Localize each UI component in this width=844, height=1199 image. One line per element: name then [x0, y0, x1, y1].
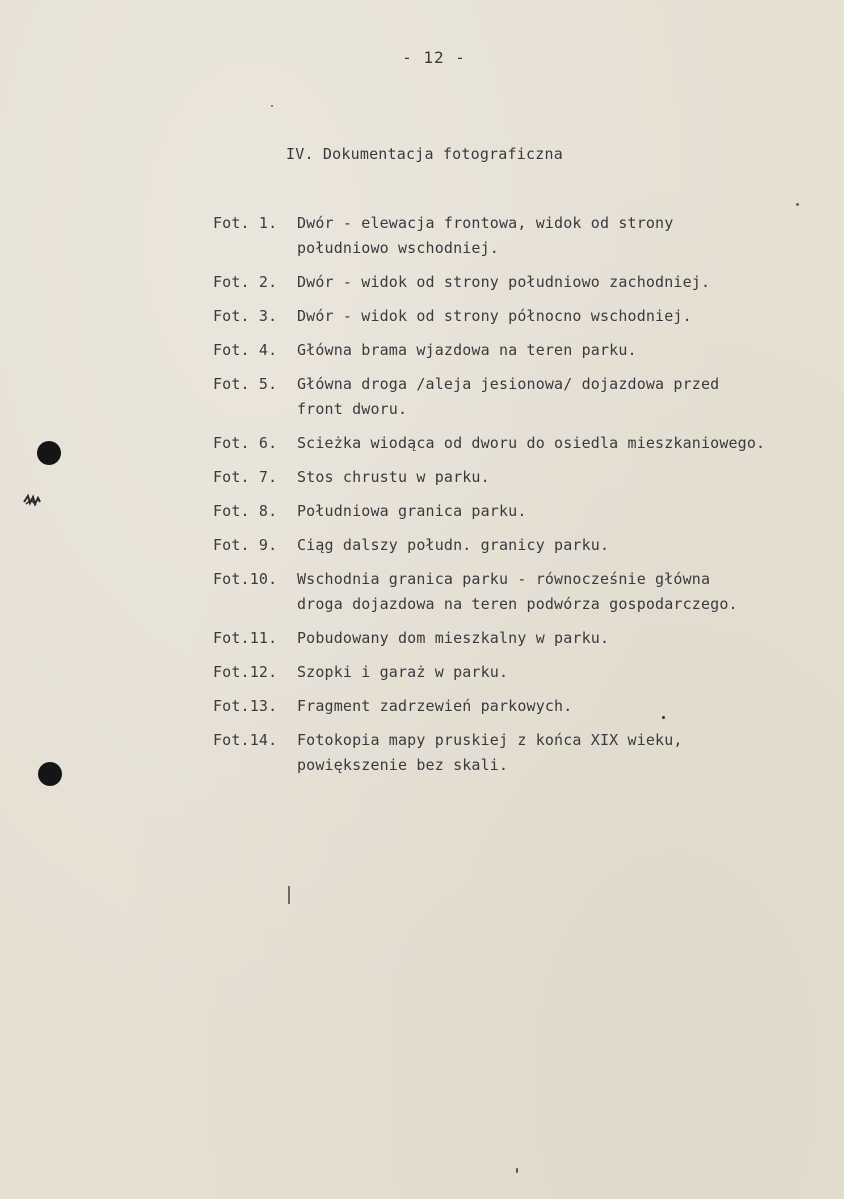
photo-label: Fot. 4. [213, 341, 278, 359]
photo-description [297, 270, 844, 295]
photo-description-line: Pobudowany dom mieszkalny w parku. [297, 629, 610, 647]
photo-label: Fot. 6. [213, 434, 278, 452]
photo-label: Fot.11. [213, 629, 278, 647]
binder-hole [37, 441, 61, 465]
photo-label: Fot.14. [213, 731, 278, 749]
photo-description-line: Stos chrustu w parku. [297, 468, 490, 486]
list-item [213, 533, 844, 558]
photo-description-line: Główna droga /aleja jesionowa/ dojazdowa przed [297, 375, 720, 393]
list-item [213, 499, 844, 524]
photo-description-line: Dwór - elewacja frontowa, widok od strony [297, 214, 674, 232]
photo-label: Fot. 2. [213, 273, 278, 291]
photo-label: Fot.12. [213, 663, 278, 681]
photo-label: Fot.13. [213, 697, 278, 715]
photo-description-line: Dwór - widok od strony południowo zachodniej. [297, 273, 711, 291]
photo-label: Fot. 1. [213, 214, 278, 232]
photo-description-line: Fragment zadrzewień parkowych. [297, 697, 573, 715]
photo-description-line: południowo wschodniej. [297, 239, 499, 257]
list-item [213, 728, 844, 778]
list-item [213, 372, 844, 422]
photo-label: Fot. 9. [213, 536, 278, 554]
photo-documentation-list [213, 211, 844, 787]
photo-label: Fot. 5. [213, 375, 278, 393]
photo-description [297, 465, 844, 490]
paper-speck [662, 716, 665, 719]
photo-description [297, 211, 844, 261]
list-item [213, 626, 844, 651]
photo-label: Fot. 8. [213, 502, 278, 520]
list-item [213, 660, 844, 685]
photo-description [297, 660, 844, 685]
photo-description [297, 728, 844, 778]
photo-label: Fot. 3. [213, 307, 278, 325]
list-item [213, 465, 844, 490]
photo-description-line: Dwór - widok od strony północno wschodniej. [297, 307, 692, 325]
list-item [213, 270, 844, 295]
binder-hole [38, 762, 62, 786]
photo-description-line: Główna brama wjazdowa na teren parku. [297, 341, 637, 359]
photo-label: Fot. 7. [213, 468, 278, 486]
photo-description-line: Scieżka wiodąca od dworu do osiedla mieszkaniowego. [297, 434, 766, 452]
photo-description-line: Ciąg dalszy połudn. granicy parku. [297, 536, 610, 554]
photo-description [297, 567, 844, 617]
photo-description [297, 626, 844, 651]
photo-description [297, 431, 844, 456]
list-item [213, 338, 844, 363]
photo-description [297, 338, 844, 363]
photo-label: Fot.10. [213, 570, 278, 588]
photo-description-line: Fotokopia mapy pruskiej z końca XIX wieku, [297, 731, 683, 749]
ink-smudge [22, 492, 42, 508]
pencil-stroke [288, 886, 290, 904]
list-item [213, 431, 844, 456]
photo-description-line: Południowa granica parku. [297, 502, 527, 520]
photo-description [297, 372, 844, 422]
photo-description-line: powiększenie bez skali. [297, 756, 509, 774]
paper-speck [271, 105, 273, 107]
photo-description-line: Wschodnia granica parku - równocześnie główna [297, 570, 711, 588]
list-item [213, 211, 844, 261]
section-title: IV. Dokumentacja fotograficzna [286, 145, 563, 163]
list-item [213, 567, 844, 617]
photo-description [297, 533, 844, 558]
paper-speck [796, 203, 799, 206]
page-number: - 12 - [402, 48, 466, 67]
photo-description [297, 499, 844, 524]
photo-description-line: droga dojazdowa na teren podwórza gospodarczego. [297, 595, 738, 613]
paper-speck [516, 1168, 518, 1173]
photo-description-line: Szopki i garaż w parku. [297, 663, 509, 681]
photo-description [297, 304, 844, 329]
list-item [213, 304, 844, 329]
photo-description [297, 694, 844, 719]
list-item [213, 694, 844, 719]
photo-description-line: front dworu. [297, 400, 408, 418]
